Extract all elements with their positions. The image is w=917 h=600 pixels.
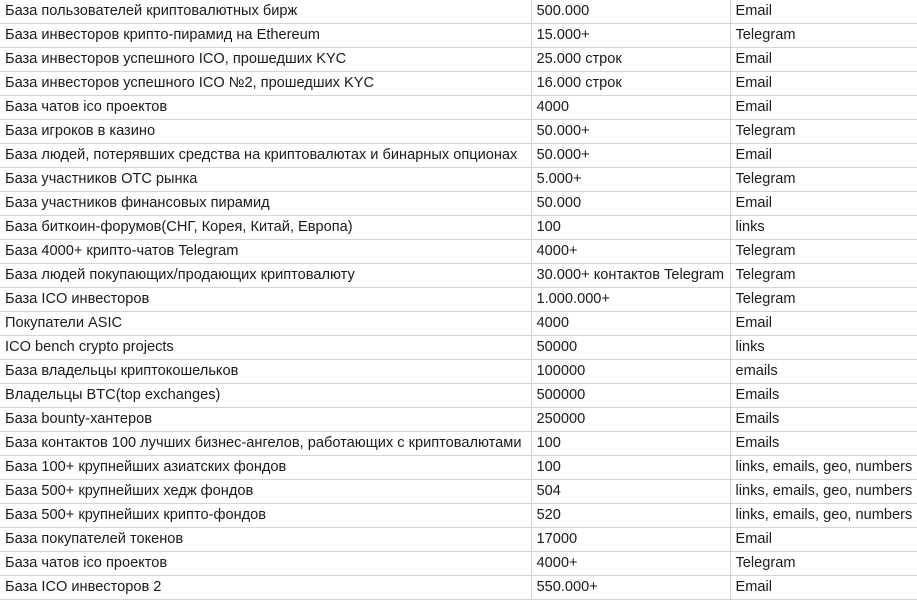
volume-cell: 4000 [531, 312, 730, 336]
contact-type-cell: Emails [730, 432, 917, 456]
volume-cell: 100 [531, 432, 730, 456]
volume-cell: 550.000+ [531, 576, 730, 600]
table-row [0, 168, 917, 192]
contact-type-cell: Email [730, 96, 917, 120]
contact-type-cell: Emails [730, 408, 917, 432]
database-name-cell: База ICO инвесторов [0, 288, 531, 312]
contact-type-cell: Telegram [730, 24, 917, 48]
contact-type-cell: Email [730, 528, 917, 552]
database-name-cell: База ICO инвесторов 2 [0, 576, 531, 600]
volume-cell: 100000 [531, 360, 730, 384]
database-name-cell: Владельцы BTC(top exchanges) [0, 384, 531, 408]
volume-cell: 15.000+ [531, 24, 730, 48]
table-row [0, 24, 917, 48]
table-row [0, 552, 917, 576]
contact-type-cell: links, emails, geo, numbers [730, 504, 917, 528]
table-row [0, 264, 917, 288]
contact-type-cell: emails [730, 360, 917, 384]
contact-type-cell: links, emails, geo, numbers [730, 480, 917, 504]
contact-type-cell: links [730, 336, 917, 360]
table-row [0, 288, 917, 312]
contact-type-cell: links [730, 216, 917, 240]
database-name-cell: База пользователей криптовалютных бирж [0, 0, 531, 24]
table-row [0, 504, 917, 528]
volume-cell: 500.000 [531, 0, 730, 24]
database-name-cell: База покупателей токенов [0, 528, 531, 552]
table-row [0, 192, 917, 216]
volume-cell: 30.000+ контактов Telegram [531, 264, 730, 288]
database-name-cell: База инвесторов крипто-пирамид на Ethereum [0, 24, 531, 48]
database-name-cell: ICO bench crypto projects [0, 336, 531, 360]
contact-type-cell: Email [730, 192, 917, 216]
table-row [0, 216, 917, 240]
database-name-cell: База bounty-хантеров [0, 408, 531, 432]
database-name-cell: База чатов ico проектов [0, 552, 531, 576]
database-name-cell: База биткоин-форумов(СНГ, Корея, Китай, Европа) [0, 216, 531, 240]
contact-type-cell: Telegram [730, 264, 917, 288]
database-name-cell: База людей, потерявших средства на криптовалютах и бинарных опционах [0, 144, 531, 168]
contact-type-cell: Email [730, 312, 917, 336]
contact-type-cell: Email [730, 72, 917, 96]
table-row [0, 576, 917, 600]
table-row [0, 144, 917, 168]
database-name-cell: База инвесторов успешного ICO, прошедших KYC [0, 48, 531, 72]
table-row [0, 0, 917, 24]
volume-cell: 4000 [531, 96, 730, 120]
volume-cell: 25.000 строк [531, 48, 730, 72]
contact-type-cell: Email [730, 144, 917, 168]
contact-type-cell: Email [730, 576, 917, 600]
volume-cell: 100 [531, 456, 730, 480]
database-name-cell: База владельцы криптокошельков [0, 360, 531, 384]
volume-cell: 16.000 строк [531, 72, 730, 96]
volume-cell: 50000 [531, 336, 730, 360]
database-name-cell: База чатов ico проектов [0, 96, 531, 120]
table-row [0, 432, 917, 456]
database-name-cell: База участников ОТС рынка [0, 168, 531, 192]
volume-cell: 4000+ [531, 552, 730, 576]
volume-cell: 500000 [531, 384, 730, 408]
contact-type-cell: Telegram [730, 168, 917, 192]
volume-cell: 1.000.000+ [531, 288, 730, 312]
volume-cell: 520 [531, 504, 730, 528]
contact-type-cell: Email [730, 48, 917, 72]
table-row [0, 312, 917, 336]
volume-cell: 50.000+ [531, 144, 730, 168]
table-row [0, 336, 917, 360]
volume-cell: 17000 [531, 528, 730, 552]
contact-type-cell: Telegram [730, 288, 917, 312]
contact-type-cell: Telegram [730, 240, 917, 264]
contact-type-cell: Telegram [730, 120, 917, 144]
table-row [0, 480, 917, 504]
contact-type-cell: Telegram [730, 552, 917, 576]
table-row [0, 72, 917, 96]
table-row [0, 528, 917, 552]
table-row [0, 408, 917, 432]
database-name-cell: База игроков в казино [0, 120, 531, 144]
table-row [0, 48, 917, 72]
database-name-cell: База 4000+ крипто-чатов Telegram [0, 240, 531, 264]
volume-cell: 504 [531, 480, 730, 504]
table-row [0, 120, 917, 144]
database-name-cell: База контактов 100 лучших бизнес-ангелов, работающих с криптовалютами [0, 432, 531, 456]
database-name-cell: База 500+ крупнейших хедж фондов [0, 480, 531, 504]
volume-cell: 50.000 [531, 192, 730, 216]
contact-type-cell: Emails [730, 384, 917, 408]
volume-cell: 100 [531, 216, 730, 240]
contact-type-cell: Email [730, 0, 917, 24]
contact-type-cell: links, emails, geo, numbers [730, 456, 917, 480]
database-name-cell: Покупатели ASIC [0, 312, 531, 336]
volume-cell: 5.000+ [531, 168, 730, 192]
database-name-cell: База инвесторов успешного ICO №2, прошедших KYC [0, 72, 531, 96]
database-name-cell: База людей покупающих/продающих криптовалюту [0, 264, 531, 288]
table-row [0, 384, 917, 408]
table-row [0, 360, 917, 384]
volume-cell: 250000 [531, 408, 730, 432]
table-row [0, 96, 917, 120]
database-name-cell: База участников финансовых пирамид [0, 192, 531, 216]
table-row [0, 456, 917, 480]
database-name-cell: База 100+ крупнейших азиатских фондов [0, 456, 531, 480]
table-row [0, 240, 917, 264]
volume-cell: 4000+ [531, 240, 730, 264]
database-name-cell: База 500+ крупнейших крипто-фондов [0, 504, 531, 528]
volume-cell: 50.000+ [531, 120, 730, 144]
